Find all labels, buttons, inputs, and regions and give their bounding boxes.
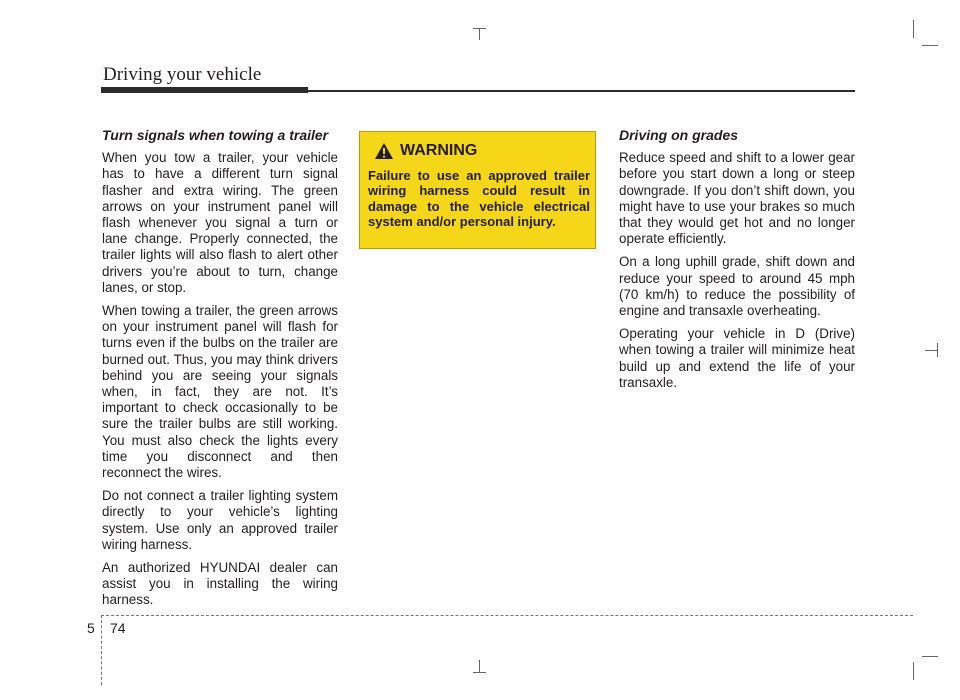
paragraph: When you tow a trailer, your vehicle has to have a different turn signal flasher and extra wiring. The green arrows on your instrument panel will flash whenever you signal a turn or lane change. Properly connected, the trailer lights will also flash to alert other drivers you’re about to turn, change lanes, or stop. <box>102 150 338 295</box>
crop-mark <box>922 656 938 657</box>
section-heading-grades: Driving on grades <box>619 127 739 143</box>
paragraph: An authorized HYUNDAI dealer can assist you in installing the wiring harness. <box>102 560 338 608</box>
header-rule-thin <box>308 90 855 92</box>
crop-mark <box>479 28 480 40</box>
crop-mark <box>922 45 938 46</box>
crop-mark <box>937 343 938 357</box>
crop-mark <box>913 662 914 680</box>
paragraph: Operating your vehicle in D (Drive) when towing a trailer will minimize heat build up and extend the life of your transaxle. <box>619 326 855 390</box>
crop-mark <box>479 660 480 672</box>
footer-divider <box>101 615 913 616</box>
section-heading-turn-signals: Turn signals when towing a trailer <box>102 127 329 143</box>
warning-triangle-icon <box>374 142 394 160</box>
warning-box <box>359 131 596 249</box>
paragraph: When towing a trailer, the green arrows on your instrument panel will flash for turns even if the bulbs on the trailer are burned out. Thus, you may think drivers behind you are seeing your signals when, in fact, they are not. It’s important to check occasionally to be sure the trailer bulbs are still working. You must also check the lights every time you disconnect and then reconnect the wires. <box>102 303 338 481</box>
warning-title: WARNING <box>400 142 478 159</box>
warning-text: Failure to use an approved trailer wiring harness could result in damage to the vehicle electrical system and/or personal injury. <box>368 168 590 230</box>
left-column <box>102 127 338 616</box>
warning-header <box>374 142 477 160</box>
page-header-title: Driving your vehicle <box>103 64 262 85</box>
crop-mark <box>473 28 486 29</box>
paragraph: Reduce speed and shift to a lower gear before you start down a long or steep downgrade. If you don’t shift down, you might have to use your brakes so much that they would get hot and no longer operate efficiently. <box>619 150 855 247</box>
chapter-number: 5 <box>87 620 95 636</box>
crop-mark <box>473 672 486 673</box>
crop-mark <box>913 20 914 38</box>
page-number: 74 <box>110 620 126 636</box>
footer-vertical-divider <box>101 615 102 685</box>
right-column <box>619 127 855 398</box>
crop-mark <box>925 350 937 351</box>
paragraph: On a long uphill grade, shift down and reduce your speed to around 45 mph (70 km/h) to reduce the possibility of engine and transaxle overheating. <box>619 254 855 319</box>
header-rule-thick <box>101 87 308 93</box>
paragraph: Do not connect a trailer lighting system directly to your vehicle’s lighting system. Use only an approved trailer wiring harness. <box>102 488 338 552</box>
